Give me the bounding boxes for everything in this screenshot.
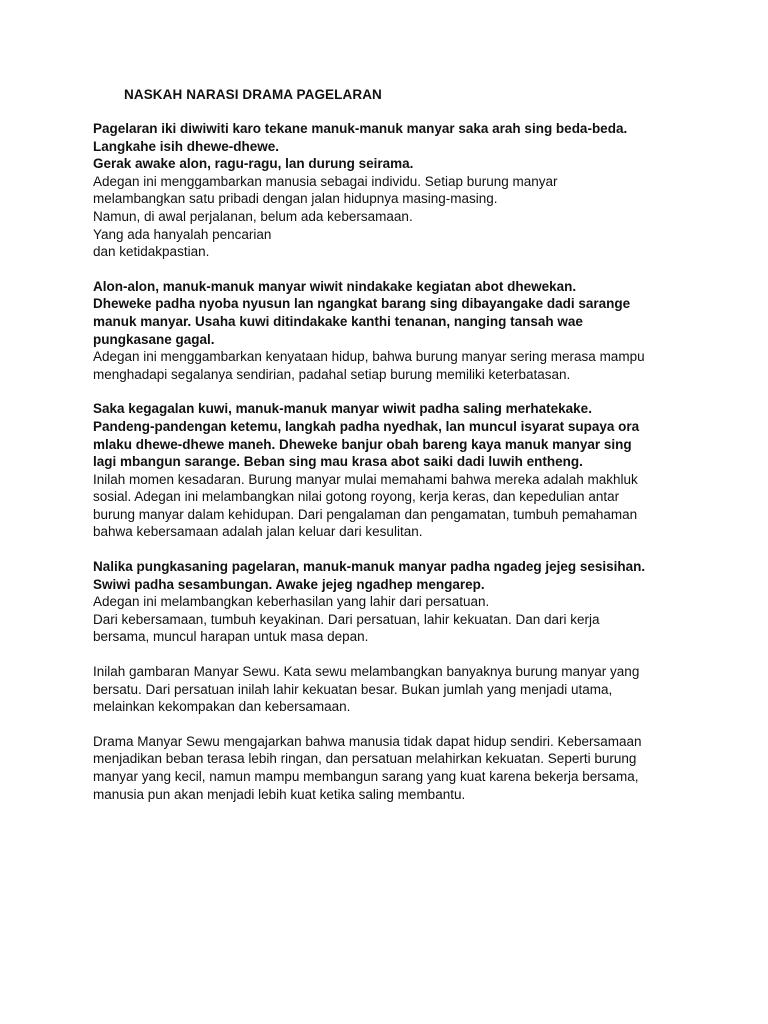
- javanese-narration-line: pungkasane gagal.: [93, 331, 215, 347]
- indonesian-narration-line: melambangkan satu pribadi dengan jalan hidupnya masing-masing.: [93, 191, 498, 207]
- document-body: [93, 120, 693, 803]
- indonesian-narration-line: Dari kebersamaan, tumbuh keyakinan. Dari persatuan, lahir kekuatan. Dan dari kerja: [93, 611, 600, 627]
- indonesian-narration-line: bahwa kebersamaan adalah jalan keluar dari kesulitan.: [93, 524, 423, 540]
- javanese-narration-line: Saka kegagalan kuwi, manuk-manuk manyar wiwit padha saling merhatekake.: [93, 401, 592, 417]
- javanese-narration-line: Swiwi padha sesambungan. Awake jejeg ngadhep mengarep.: [93, 576, 485, 592]
- indonesian-narration-line: Adegan ini menggambarkan kenyataan hidup, bahwa burung manyar sering merasa mampu: [93, 349, 645, 365]
- indonesian-narration-line: manyar yang kecil, namun mampu membangun sarang yang kuat karena bekerja bersama,: [93, 769, 639, 784]
- javanese-narration-line: Alon-alon, manuk-manuk manyar wiwit nindakake kegiatan abot dhewekan.: [93, 278, 577, 294]
- paragraph-block: [93, 400, 693, 541]
- indonesian-narration-line: Inilah gambaran Manyar Sewu. Kata sewu melambangkan banyaknya burung manyar yang: [93, 664, 640, 680]
- indonesian-narration-line: melainkan kekompakan dan kebersamaan.: [93, 699, 351, 715]
- paragraph-block: [93, 733, 693, 803]
- indonesian-narration-line: menghadapi segalanya sendirian, padahal setiap burung memiliki keterbatasan.: [93, 366, 571, 382]
- indonesian-narration-line: manusia pun akan menjadi lebih kuat ketika saling membantu.: [93, 786, 466, 802]
- javanese-narration-line: Dheweke padha nyoba nyusun lan ngangkat barang sing dibayangake dadi sarange: [93, 296, 631, 312]
- indonesian-narration-line: Namun, di awal perjalanan, belum ada kebersamaan.: [93, 208, 413, 224]
- javanese-narration-line: Langkahe isih dhewe-dhewe.: [93, 138, 280, 154]
- document-page: [93, 86, 693, 820]
- document-title: NASKAH NARASI DRAMA PAGELARAN: [124, 87, 382, 102]
- paragraph-block: [93, 558, 693, 646]
- indonesian-narration-line: burung manyar dalam kehidupan. Dari pengalaman dan pengamatan, tumbuh pemahaman: [93, 506, 638, 522]
- paragraph-block: [93, 120, 693, 261]
- indonesian-narration-line: Adegan ini menggambarkan manusia sebagai individu. Setiap burung manyar: [93, 173, 558, 189]
- indonesian-narration-line: sosial. Adegan ini melambangkan nilai gotong royong, kerja keras, dan kepedulian antar: [93, 489, 620, 505]
- indonesian-narration-line: Adegan ini melambangkan keberhasilan yang lahir dari persatuan.: [93, 594, 490, 610]
- javanese-narration-line: Nalika pungkasaning pagelaran, manuk-manuk manyar padha ngadeg jejeg sesisihan.: [93, 559, 646, 575]
- paragraph-block: [93, 278, 693, 384]
- javanese-narration-line: Pagelaran iki diwiwiti karo tekane manuk-manuk manyar saka arah sing beda-beda.: [93, 121, 628, 136]
- indonesian-narration-line: bersama, muncul harapan untuk masa depan.: [93, 629, 369, 645]
- indonesian-narration-line: Yang ada hanyalah pencarian: [93, 226, 272, 242]
- javanese-narration-line: Pandeng-pandengan ketemu, langkah padha nyedhak, lan muncul isyarat supaya ora: [93, 418, 640, 434]
- indonesian-narration-line: bersatu. Dari persatuan inilah lahir kekuatan besar. Bukan jumlah yang menjadi utama,: [93, 681, 613, 697]
- paragraph-block: [93, 663, 693, 716]
- indonesian-narration-line: Inilah momen kesadaran. Burung manyar mulai memahami bahwa mereka adalah makhluk: [93, 471, 638, 487]
- javanese-narration-line: lagi mbangun sarange. Beban sing mau krasa abot saiki dadi luwih entheng.: [93, 454, 583, 470]
- indonesian-narration-line: Drama Manyar Sewu mengajarkan bahwa manusia tidak dapat hidup sendiri. Kebersamaan: [93, 733, 642, 749]
- indonesian-narration-line: menjadikan beban terasa lebih ringan, dan persatuan melahirkan kekuatan. Seperti burung: [93, 751, 637, 767]
- javanese-narration-line: mlaku dhewe-dhewe maneh. Dheweke banjur obah bareng kaya manuk manyar sing: [93, 436, 632, 452]
- javanese-narration-line: Gerak awake alon, ragu-ragu, lan durung seirama.: [93, 156, 414, 172]
- indonesian-narration-line: dan ketidakpastian.: [93, 244, 210, 260]
- javanese-narration-line: manuk manyar. Usaha kuwi ditindakake kanthi tenanan, nanging tansah wae: [93, 313, 583, 329]
